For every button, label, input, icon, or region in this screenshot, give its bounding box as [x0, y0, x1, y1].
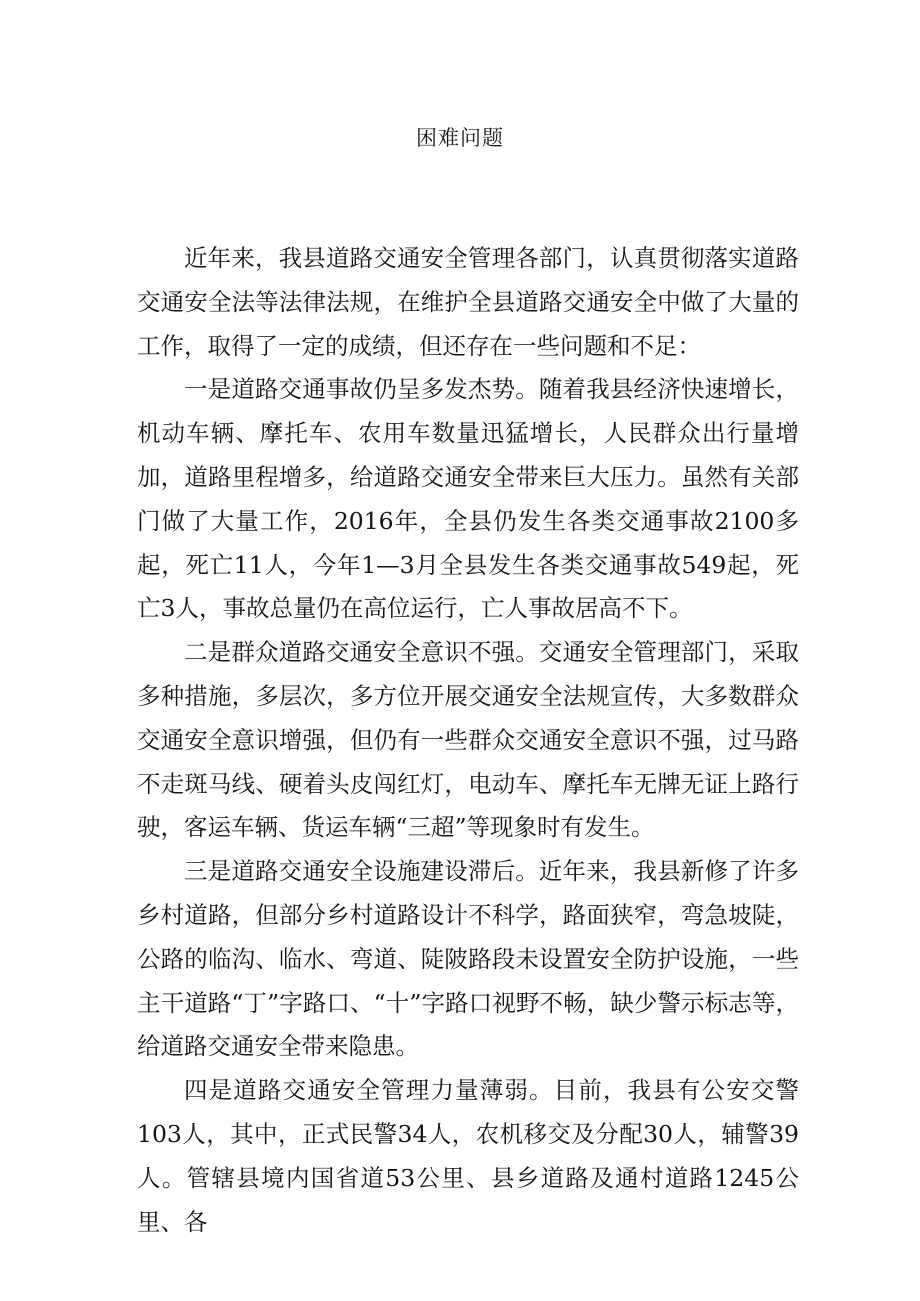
paragraph-problem-2: 二是群众道路交通安全意识不强。交通安全管理部门，采取多种措施，多层次，多方位开展交通安全法规宣传，大多数群众交通安全意识增强，但仍有一些群众交通安全意识不强，过马路不走斑马线、硬着头皮闯红灯，电动车、摩托车无牌无证上路行驶，客运车辆、货运车辆“三超”等现象时有发生。: [137, 638, 799, 842]
document-body: [137, 237, 799, 1244]
paragraph-intro: 近年来，我县道路交通安全管理各部门，认真贯彻落实道路交通安全法等法律法规，在维护全县道路交通安全中做了大量的工作，取得了一定的成绩，但还存在一些问题和不足：: [137, 244, 799, 360]
paragraph-problem-3: 三是道路交通安全设施建设滞后。近年来，我县新修了许多乡村道路，但部分乡村道路设计不科学，路面狭窄，弯急坡陡，公路的临沟、临水、弯道、陡陂路段未设置安全防护设施，一些主干道路“丁”字路口、“十”字路口视野不畅，缺少警示标志等，给道路交通安全带来隐患。: [137, 857, 799, 1061]
paragraph-problem-4: 四是道路交通安全管理力量薄弱。目前，我县有公安交警103人，其中，正式民警34人，农机移交及分配30人，辅警39人。管辖县境内国省道53公里、县乡道路及通村道路1245公里、各: [137, 1076, 799, 1236]
document-title: 困难问题: [416, 126, 504, 150]
paragraph-problem-1: 一是道路交通事故仍呈多发杰势。随着我县经济快速增长，机动车辆、摩托车、农用车数量迅猛增长，人民群众出行量增加，道路里程增多，给道路交通安全带来巨大压力。虽然有关部门做了大量工作，2016年，全县仍发生各类交通事故2100多起，死亡11人，今年1—3月全县发生各类交通事故549起，死亡3人，事故总量仍在高位运行，亡人事故居高不下。: [137, 375, 799, 623]
